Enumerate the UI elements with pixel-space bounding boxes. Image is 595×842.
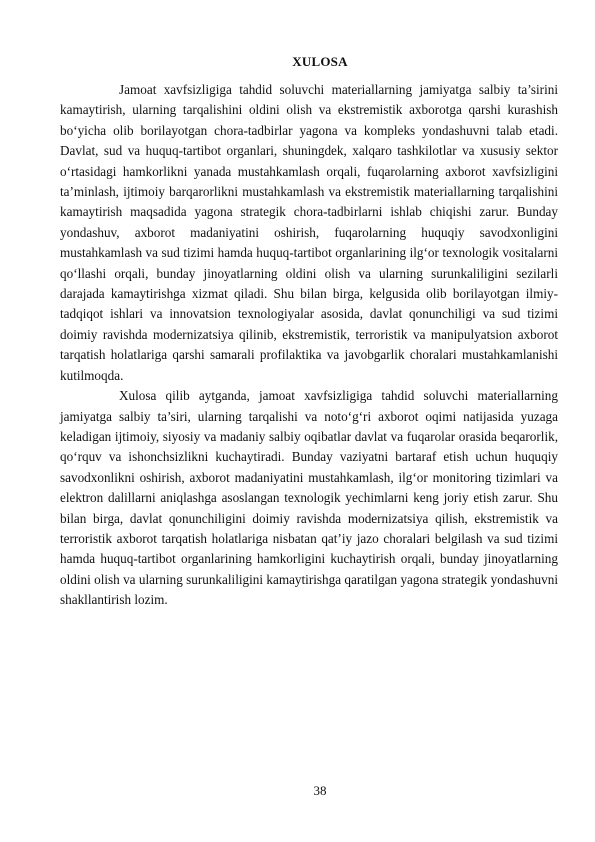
paragraph-1: Jamoat xavfsizligiga tahdid soluvchi materiallarning jamiyatga salbiy ta’sirini kamaytirish, ularning tarqalishini oldini olish va ekstremistik axborotga qarshi kurashish bo‘yicha olib borilayotgan chora-tadbirlar yagona va kompleks yondashuvni talab etadi. Davlat, sud va huquq-tartibot organlari, shuningdek, xalqaro tashkilotlar va xususiy sektor o‘rtasidagi hamkorlikni yanada mustahkamlash orqali, fuqarolarning axborot xavfsizligini ta’minlash, ijtimoiy barqarorlikni mustahkamlash va ekstremistik materiallarning tarqalishini kamaytirish maqsadida yagona strategik chora-tadbirlarni ishlab chiqishi zarur. Bunday yondashuv, axborot madaniyatini oshirish, fuqarolarning huquqiy savodxonligini mustahkamlash va sud tizimi hamda huquq-tartibot organlarining ilg‘or texnologik vositalarni qo‘llashi orqali, bunday jinoyatlarning oldini olish va ularning surunkaliligini sezilarli darajada kamaytirishga xizmat qiladi. Shu bilan birga, kelgusida olib borilayotgan ilmiy-tadqiqot ishlari va innovatsion texnologiyalar asosida, davlat qonunchiligi va sud tizimi doimiy ravishda modernizatsiya qilinib, ekstremistik, terroristik va manipulyatsion axborot tarqatish holatlariga qarshi samarali profilaktika va javobgarlik choralari mustahkamlanishi kutilmoqda. — [60, 82, 558, 383]
paragraph-2: Xulosa qilib aytganda, jamoat xavfsizligiga tahdid soluvchi materiallarning jamiyatga salbiy ta’siri, ularning tarqalishi va noto‘g‘ri axborot oqimi natijasida yuzaga keladigan ijtimoiy, siyosiy va madaniy salbiy oqibatlar davlat va fuqarolar orasida beqarorlik, qo‘rquv va ishonchsizlikni kuchaytiradi. Bunday vaziyatni bartaraf etish uchun huquqiy savodxonlikni oshirish, axborot madaniyatini mustahkamlash, ilg‘or monitoring tizimlari va elektron dalillarni aniqlashga asoslangan texnologik yechimlarni keng joriy etish zarur. Shu bilan birga, davlat qonunchiligini doimiy ravishda modernizatsiya qilish, ekstremistik va terroristik axborot tarqatish holatlariga nisbatan qat’iy jazo choralari belgilash va sud tizimi hamda huquq-tartibot organlarining hamkorligini kuchaytirish orqali, bunday jinoyatlarning oldini olish va ularning surunkaliligini kamaytirishga qaratilgan yagona strategik yondashuvni shakllantirish lozim. — [60, 388, 558, 608]
body-text — [60, 80, 558, 611]
page-number: 38 — [313, 783, 327, 798]
section-title: XULOSA — [292, 54, 348, 69]
